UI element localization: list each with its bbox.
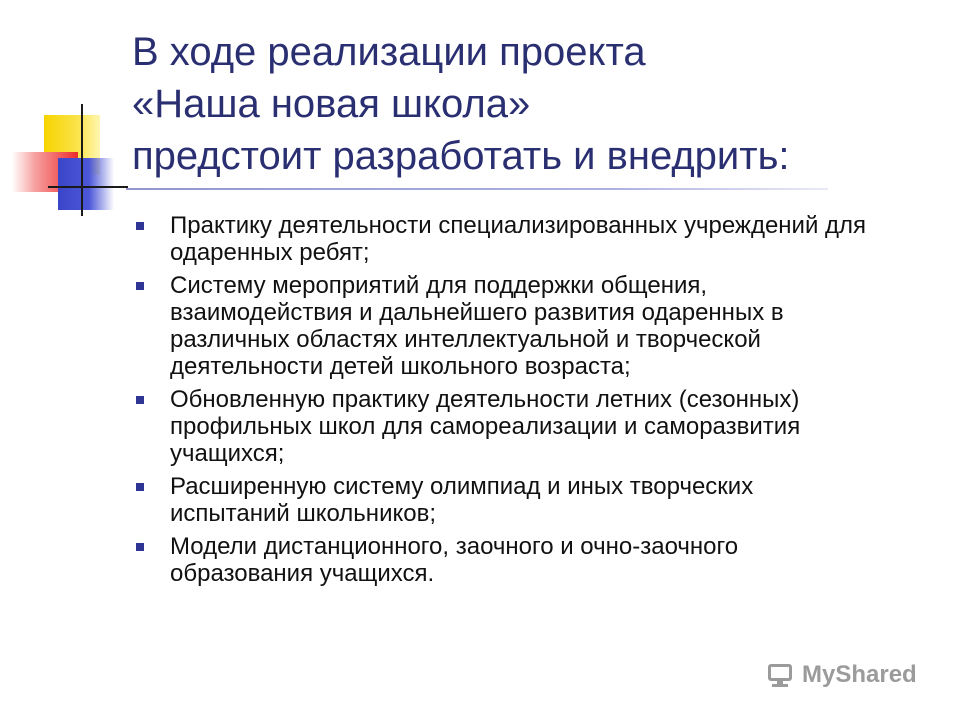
decorative-corner-graphic — [0, 0, 140, 230]
bullet-item — [132, 212, 872, 266]
title-line-2: «Наша новая школа» — [132, 82, 531, 126]
bullet-square-icon — [136, 282, 144, 290]
bullet-list — [132, 212, 872, 593]
bullet-text: Модели дистанционного, заочного и очно-заочного образования учащихся. — [170, 533, 739, 587]
bullet-text: Практику деятельности специализированных учреждений для одаренных ребят; — [170, 212, 867, 266]
title-line-3: предстоит разработать и внедрить: — [132, 134, 790, 178]
title-line-1: В ходе реализации проекта — [132, 30, 646, 74]
bullet-square-icon — [136, 222, 144, 230]
bullet-text: Обновленную практику деятельности летних (сезонных) профильных школ для самореализации и саморазвития учащихся; — [170, 386, 801, 467]
bullet-text: Расширенную систему олимпиад и иных творческих испытаний школьников; — [170, 473, 754, 527]
bullet-text: Систему мероприятий для поддержки общения, взаимодействия и дальнейшего развития одаренных в различных областях интеллектуальной и творческой деятельности детей школьного возраста; — [170, 272, 784, 380]
bullet-square-icon — [136, 543, 144, 551]
title-divider-line — [126, 188, 828, 190]
bullet-item — [132, 386, 872, 467]
bullet-item — [132, 473, 872, 527]
bullet-item — [132, 533, 872, 587]
bullet-square-icon — [136, 396, 144, 404]
horizontal-line-decoration — [48, 186, 128, 188]
vertical-line-decoration — [81, 104, 83, 216]
bullet-item — [132, 272, 872, 380]
myshared-watermark[interactable] — [766, 655, 936, 695]
watermark-text: MyShared — [802, 661, 917, 688]
monitor-icon — [766, 662, 796, 688]
blue-square-decoration — [58, 158, 114, 210]
slide-title — [132, 26, 892, 182]
bullet-square-icon — [136, 483, 144, 491]
